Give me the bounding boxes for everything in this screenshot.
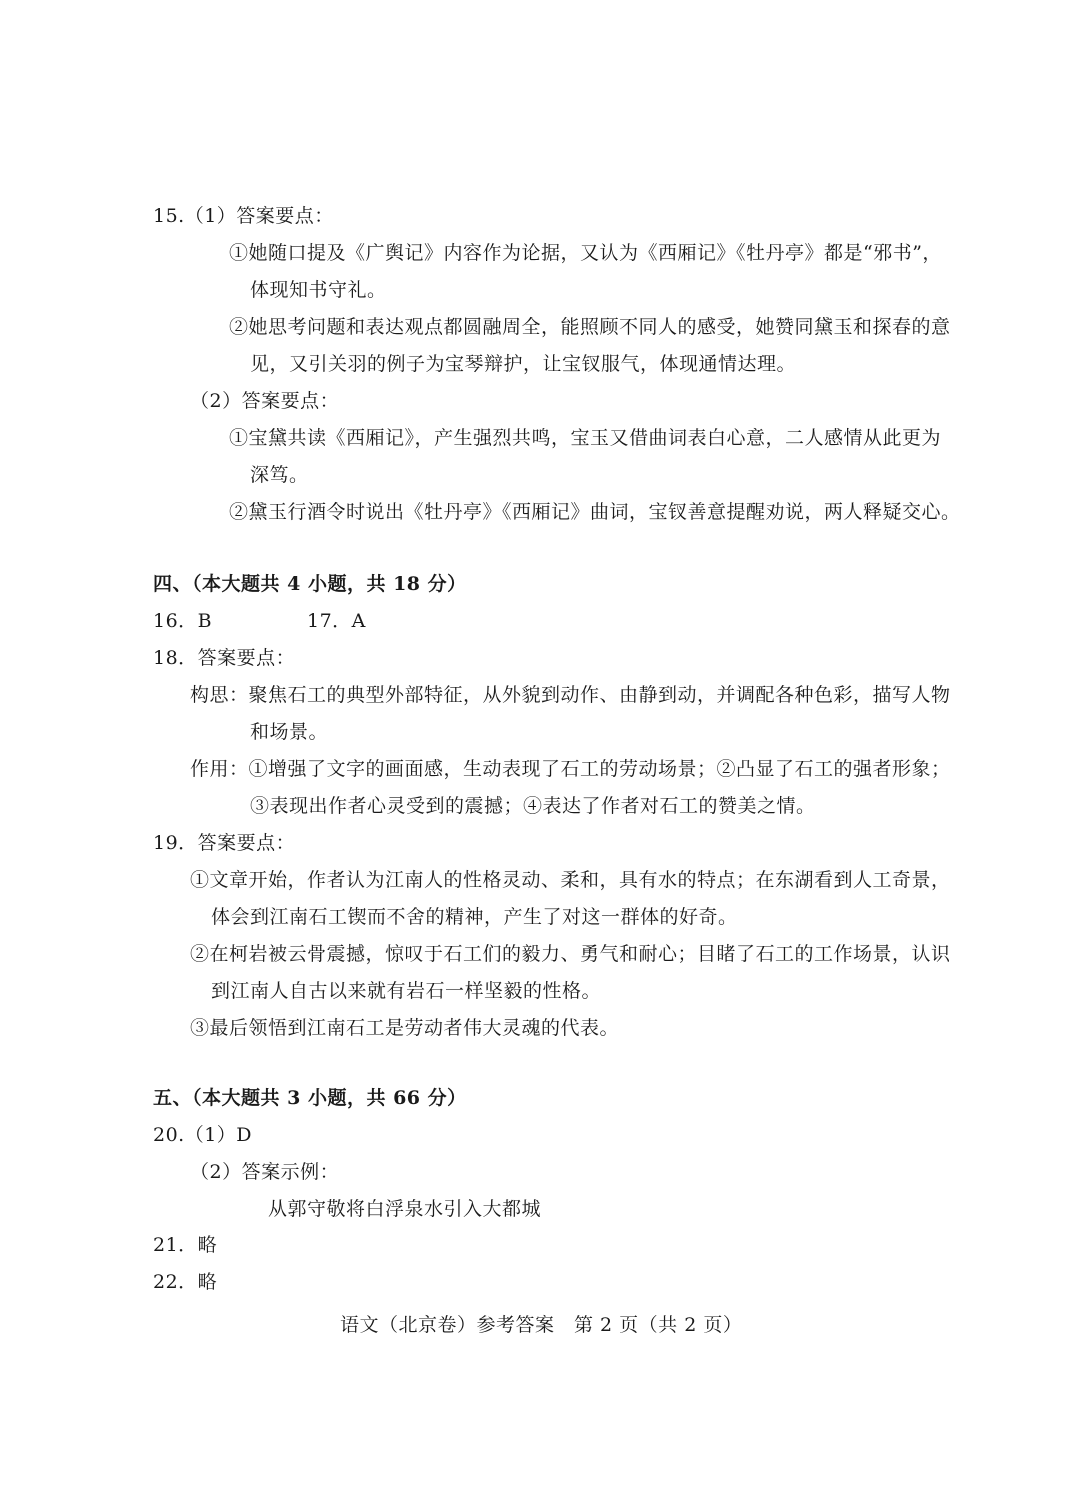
section-5-title: 五、（本大题共 3 小题，共 66 分） [153,1087,467,1109]
q20-example: 从郭守敬将白浮泉水引入大都城 [268,1198,542,1220]
q15-part1-point2-cont: 见，又引关羽的例子为宝琴辩护，让宝钗服气，体现通情达理。 [250,353,797,375]
q18-function-cont: ③表现出作者心灵受到的震撼；④表达了作者对石工的赞美之情。 [250,795,816,817]
q19-point2-cont: 到江南人自古以来就有岩石一样坚毅的性格。 [211,980,602,1002]
q15-part2-point1: ①宝黛共读《西厢记》，产生强烈共鸣，宝玉又借曲词表白心意，二人感情从此更为 [229,427,942,449]
q15-part1-point2: ②她思考问题和表达观点都圆融周全，能照顾不同人的感受，她赞同黛玉和探春的意 [229,316,951,338]
q21-answer: 21．略 [153,1234,218,1256]
q15-part2-point2: ②黛玉行酒令时说出《牡丹亭》《西厢记》曲词，宝钗善意提醒劝说，两人释疑交心。 [229,501,961,523]
q20-part2-heading: （2）答案示例： [190,1161,340,1183]
q19-heading: 19．答案要点： [153,832,296,854]
q15-part1-point1: ①她随口提及《广舆记》内容作为论据，又认为《西厢记》《牡丹亭》都是“邪书”， [229,242,942,264]
q22-answer: 22．略 [153,1271,218,1293]
q15-part1-heading: 15.（1）答案要点： [153,205,334,227]
q17-answer: 17．A [307,610,366,632]
page-footer: 语文（北京卷）参考答案 第 2 页（共 2 页） [340,1314,743,1336]
q19-point1-cont: 体会到江南石工锲而不舍的精神，产生了对这一群体的好奇。 [211,906,738,928]
q18-heading: 18．答案要点： [153,647,296,669]
q18-conception: 构思：聚焦石工的典型外部特征，从外貌到动作、由静到动，并调配各种色彩，描写人物 [190,684,951,706]
q18-function: 作用：①增强了文字的画面感，生动表现了石工的劳动场景；②凸显了石工的强者形象； [190,758,951,780]
q15-part1-point1-cont: 体现知书守礼。 [250,279,387,301]
q19-point1: ①文章开始，作者认为江南人的性格灵动、柔和，具有水的特点；在东湖看到人工奇景， [190,869,951,891]
q15-part2-point1-cont: 深笃。 [250,464,309,486]
q19-point3: ③最后领悟到江南石工是劳动者伟大灵魂的代表。 [190,1017,620,1039]
section-4-title: 四、（本大题共 4 小题，共 18 分） [153,573,467,595]
q15-part2-heading: （2）答案要点： [190,390,340,412]
q18-conception-cont: 和场景。 [250,721,329,743]
q19-point2: ②在柯岩被云骨震撼，惊叹于石工们的毅力、勇气和耐心；目睹了石工的工作场景，认识 [190,943,951,965]
q16-answer: 16．B [153,610,213,632]
q20-part1: 20.（1）D [153,1124,253,1146]
